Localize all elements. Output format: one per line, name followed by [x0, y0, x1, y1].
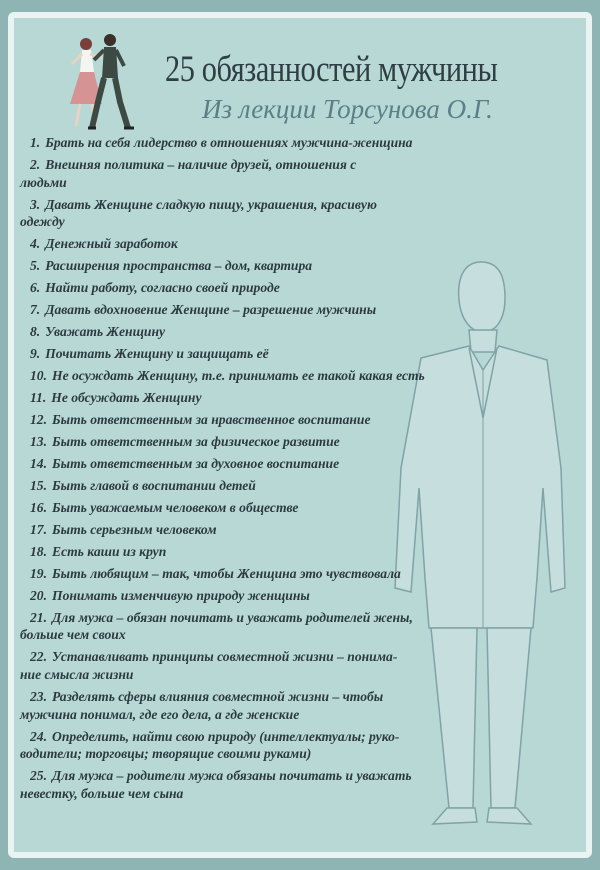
list-item-text: Быть ответственным за нравственное воспитание — [52, 412, 371, 428]
list-item-number: 5. — [30, 258, 41, 274]
list-item — [20, 279, 568, 297]
list-item-text: Не осуждать Женщину, т.е. принимать ее такой какая есть — [52, 368, 425, 384]
list-item-number: 14. — [30, 455, 47, 471]
list-item — [20, 521, 568, 539]
page-subtitle: Из лекции Торсунова О.Г. — [202, 94, 493, 124]
list-item — [20, 134, 568, 152]
list-item-number: 13. — [30, 434, 47, 449]
list-item-number: 25. — [30, 768, 47, 784]
list-item-text: Расширения пространства – дом, квартира — [45, 258, 313, 274]
list-item — [20, 156, 568, 191]
list-item — [20, 728, 568, 763]
list-item-text: Уважать Женщину — [45, 324, 166, 340]
list-item-text: Устанавливать принципы совместной жизни – понима- — [52, 649, 398, 665]
duties-list — [20, 134, 568, 807]
list-item-text: Быть серьезным человеком — [52, 521, 217, 537]
list-item — [20, 345, 568, 363]
list-item — [20, 411, 568, 429]
list-item-number: 8. — [30, 324, 41, 340]
list-item-number: 6. — [30, 280, 41, 296]
list-item-text: Определить, найти свою природу (интеллектуалы; руко- — [52, 728, 400, 744]
list-item — [20, 235, 568, 253]
list-item — [20, 323, 568, 341]
list-item — [20, 565, 568, 583]
list-item-text: Быть любящим – так, чтобы Женщина это чувствовала — [52, 565, 401, 581]
list-item-number: 22. — [30, 649, 47, 665]
list-item — [20, 367, 568, 385]
list-item-continuation: одежду — [20, 214, 65, 230]
list-item — [20, 389, 568, 407]
list-item-number: 17. — [30, 521, 47, 537]
list-item-text: Не обсуждать Женщину — [51, 390, 202, 406]
list-item-number: 4. — [30, 236, 41, 252]
list-item-text: Давать вдохновение Женщине – разрешение мужчины — [45, 302, 377, 318]
list-item — [20, 196, 568, 231]
list-item-number: 18. — [30, 543, 47, 559]
list-item-number: 24. — [30, 728, 47, 744]
list-item-continuation: водители; торговцы; творящие своими руками) — [20, 746, 312, 762]
list-item-text: Для мужа – родители мужа обязаны почитать и уважать — [52, 768, 412, 784]
list-item-continuation: невестку, больше чем сына — [20, 785, 184, 801]
list-item — [20, 433, 568, 451]
list-item-text: Денежный заработок — [45, 236, 178, 252]
list-item-number: 7. — [30, 302, 41, 318]
list-item — [20, 648, 568, 683]
list-item-text: Брать на себя лидерство в отношениях мужчина-женщина — [45, 135, 413, 150]
list-item — [20, 543, 568, 561]
list-item-text: Давать Женщине сладкую пищу, украшения, красивую — [45, 196, 377, 212]
list-item-text: Быть ответственным за физическое развитие — [52, 434, 340, 449]
list-item — [20, 767, 568, 802]
list-item-text: Найти работу, согласно своей природе — [45, 280, 280, 296]
list-item-text: Есть каши из круп — [52, 543, 167, 559]
list-item-number: 10. — [30, 368, 47, 384]
list-item-text: Понимать изменчивую природу женщины — [52, 587, 310, 603]
list-item — [20, 688, 568, 723]
list-item — [20, 257, 568, 275]
list-item-number: 23. — [30, 689, 47, 705]
list-item — [20, 587, 568, 605]
list-item-text: Быть ответственным за духовное воспитание — [52, 455, 340, 471]
list-item-number: 1. — [30, 135, 41, 150]
list-item-number: 11. — [30, 390, 47, 406]
list-item-number: 15. — [30, 477, 47, 493]
list-item-continuation: больше чем своих — [20, 627, 126, 643]
list-item — [20, 301, 568, 319]
list-item-number: 3. — [30, 196, 41, 212]
list-item-text: Разделять сферы влияния совместной жизни – чтобы — [52, 689, 384, 705]
list-item-text: Быть уважаемым человеком в обществе — [52, 499, 299, 515]
list-item-number: 21. — [30, 609, 47, 625]
list-item-text: Внешняя политика – наличие друзей, отношения с — [45, 156, 357, 172]
list-item-continuation: мужчина понимал, где его дела, а где женские — [20, 706, 300, 722]
list-item-number: 19. — [30, 565, 47, 581]
list-item — [20, 499, 568, 517]
list-item — [20, 455, 568, 473]
list-item-number: 9. — [30, 346, 41, 362]
list-item-text: Почитать Женщину и защищать её — [45, 346, 269, 362]
list-item — [20, 609, 568, 644]
dancing-couple-illustration — [58, 30, 138, 135]
list-item-continuation: ние смысла жизни — [20, 667, 134, 683]
list-item-number: 12. — [30, 412, 47, 428]
list-item-continuation: людьми — [20, 174, 67, 190]
page-title: 25 обязанностей мужчины — [165, 49, 498, 90]
list-item-number: 16. — [30, 499, 47, 515]
list-item — [20, 477, 568, 495]
list-item-text: Быть главой в воспитании детей — [52, 477, 256, 493]
list-item-number: 2. — [30, 156, 41, 172]
list-item-text: Для мужа – обязан почитать и уважать родителей жены, — [52, 609, 413, 625]
list-item-number: 20. — [30, 587, 47, 603]
